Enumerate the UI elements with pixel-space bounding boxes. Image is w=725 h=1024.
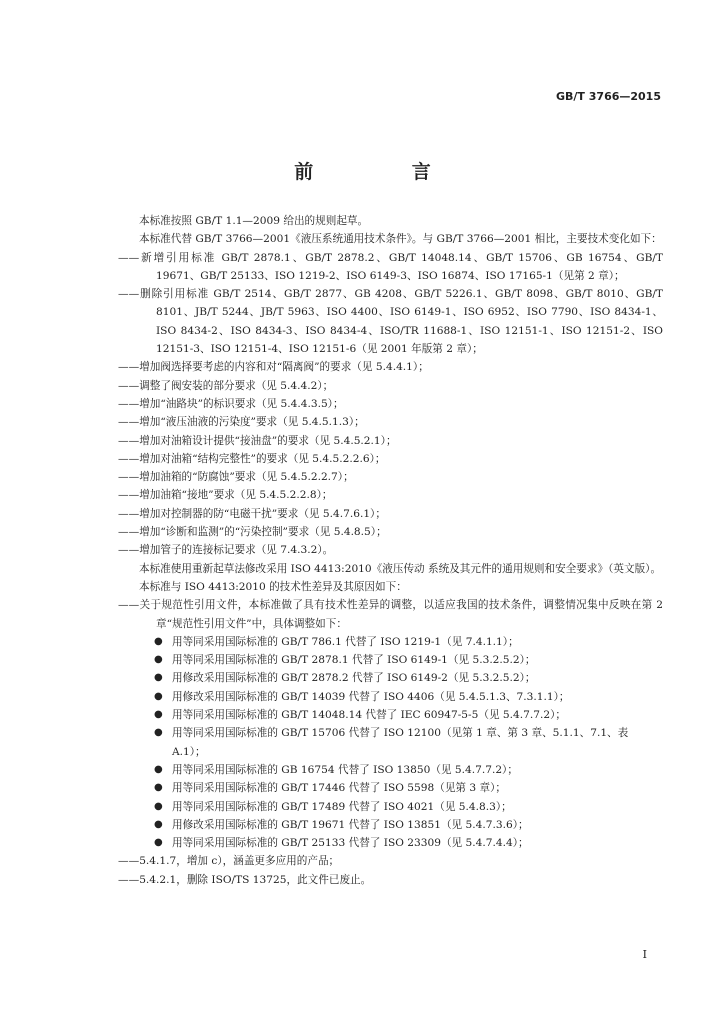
list-item: ● 用修改采用国际标准的 GB/T 14039 代替了 ISO 4406（见 5.4.5.1.3、7.3.1.1）；	[118, 688, 663, 706]
standard-number-header: GB/T 3766—2015	[556, 90, 661, 103]
bullet-icon: ●	[154, 709, 163, 721]
page-title: 前 言	[294, 161, 477, 183]
list-item: ● 用等同采用国际标准的 GB/T 15706 代替了 ISO 12100（见第 1 章、第 3 章、5.1.1、7.1、表 A.1）；	[118, 724, 663, 761]
change-item: ——增加对油箱“结构完整性”的要求（见 5.4.5.2.2.6）；	[118, 452, 386, 465]
bullet-icon: ●	[154, 818, 163, 830]
change-item: ——调整了阀安装的部分要求（见 5.4.4.2）；	[118, 379, 334, 392]
list-item: ● 用等同采用国际标准的 GB 16754 代替了 ISO 13850（见 5.4.7.7.2）；	[118, 761, 663, 779]
adoption-paragraph: 本标准使用重新起草法修改采用 ISO 4413:2010《液压传动 系统及其元件的通用规则和安全要求》（英文版）。	[139, 562, 662, 575]
bullet-icon: ●	[154, 672, 163, 684]
bullet-icon: ●	[154, 763, 163, 775]
list-item: ● 用等同采用国际标准的 GB/T 14048.14 代替了 IEC 60947-5-5（见 5.4.7.7.2）；	[118, 706, 663, 724]
change-item: ——增加对油箱设计提供“接油盘”的要求（见 5.4.5.2.1）；	[118, 434, 397, 447]
list-item: ● 用修改采用国际标准的 GB/T 19671 代替了 ISO 13851（见 5.4.7.3.6）；	[118, 816, 663, 834]
change-item: ——增加“液压油液的污染度”要求（见 5.4.5.1.3）；	[118, 416, 365, 429]
drafting-rules-paragraph: 本标准按照 GB/T 1.1—2009 给出的规则起草。	[139, 215, 369, 227]
differences-paragraph: 本标准与 ISO 4413:2010 的技术性差异及其原因如下：	[139, 580, 407, 593]
page-number: I	[642, 948, 647, 961]
tail-item: ——5.4.1.7，增加 c），涵盖更多应用的产品；	[118, 855, 340, 868]
bullet-icon: ●	[154, 690, 163, 702]
replacement-paragraph: 本标准代替 GB/T 3766—2001《液压系统通用技术条件》。与 GB/T 3766—2001 相比，主要技术变化如下：	[139, 233, 662, 246]
change-item: ——增加管子的连接标记要求（见 7.4.3.2）。	[118, 544, 334, 557]
foreword-body	[118, 212, 663, 889]
bullet-icon: ●	[154, 800, 163, 812]
bullet-icon: ●	[154, 727, 163, 739]
tail-item: ——5.4.2.1，删除 ISO/TS 13725，此文件已废止。	[118, 873, 372, 886]
list-item: ● 用等同采用国际标准的 GB/T 17489 代替了 ISO 4021（见 5.4.8.3）；	[118, 798, 663, 816]
change-item: ——删除引用标准 GB/T 2514、GB/T 2877、GB 4208、GB/T 5226.1、GB/T 8098、GB/T 8010、GB/T 8101、JB/T 5244、JB/T 5963、ISO 4400、ISO 6149-1、ISO 6952、ISO 7790、ISO 8434-1、ISO 8434-2、ISO 8434-3、ISO 8434-4、ISO/TR 11688-1、ISO 12151-1、ISO 12151-2、ISO 12151-3、ISO 12151-4、ISO 12151-6（见 2001 年版第 2 章）；	[118, 288, 663, 356]
change-item: ——增加油箱“接地”要求（见 5.4.5.2.2.8）；	[118, 489, 333, 502]
change-item: ——增加油箱的“防腐蚀”要求（见 5.4.5.2.2.7）；	[118, 471, 354, 484]
list-item: ● 用等同采用国际标准的 GB/T 2878.1 代替了 ISO 6149-1（见 5.3.2.5.2）；	[118, 651, 663, 669]
list-item: ● 用修改采用国际标准的 GB/T 2878.2 代替了 ISO 6149-2（见 5.3.2.5.2）；	[118, 669, 663, 687]
list-item: ● 用等同采用国际标准的 GB/T 786.1 代替了 ISO 1219-1（见 7.4.1.1）；	[118, 633, 663, 651]
normative-references-diff: ——关于规范性引用文件，本标准做了具有技术性差异的调整，以适应我国的技术条件，调整情况集中反映在第 2 章“规范性引用文件”中，具体调整如下：	[118, 599, 663, 630]
change-item: ——增加对控制器的防“电磁干扰”要求（见 5.4.7.6.1）；	[118, 507, 386, 520]
change-item: ——增加阀选择要考虑的内容和对“隔离阀”的要求（见 5.4.4.1）；	[118, 361, 429, 374]
change-item: ——增加“油路块”的标识要求（见 5.4.4.3.5）；	[118, 397, 344, 410]
change-item: ——增加“诊断和监测”的“污染控制”要求（见 5.4.8.5）；	[118, 526, 387, 539]
replacement-list	[118, 633, 663, 853]
list-item: ● 用等同采用国际标准的 GB/T 25133 代替了 ISO 23309（见 5.4.7.4.4）；	[118, 834, 663, 852]
list-item: ● 用等同采用国际标准的 GB/T 17446 代替了 ISO 5598（见第 3 章）；	[118, 779, 663, 797]
bullet-icon: ●	[154, 654, 163, 666]
bullet-icon: ●	[154, 635, 163, 647]
bullet-icon: ●	[154, 782, 163, 794]
bullet-icon: ●	[154, 837, 163, 849]
change-item: ——新增引用标准 GB/T 2878.1、GB/T 2878.2、GB/T 14048.14、GB/T 15706、GB 16754、GB/T 19671、GB/T 25133、ISO 1219-2、ISO 6149-3、ISO 16874、ISO 17165-1（见第 2 章）；	[118, 251, 663, 282]
